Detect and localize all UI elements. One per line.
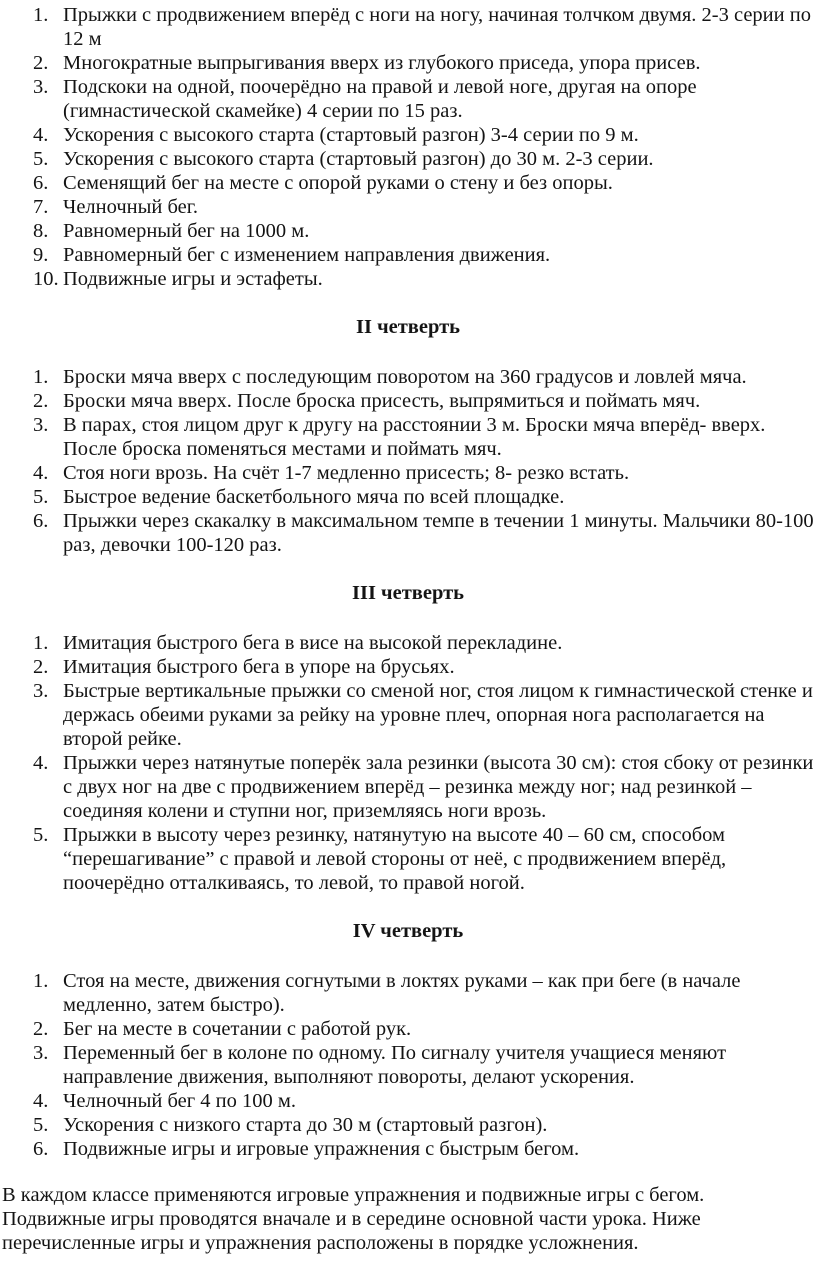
list-item — [0, 51, 816, 75]
item-number: 2. — [33, 390, 49, 412]
item-number: 6. — [33, 1138, 49, 1160]
list-item — [0, 147, 816, 171]
item-text: Ускорения с высокого старта (стартовый разгон) до 30 м. 2-3 серии. — [63, 148, 654, 170]
section-i — [0, 3, 816, 291]
list-item — [0, 751, 816, 823]
item-number: 3. — [33, 680, 49, 702]
item-text: Ускорения с низкого старта до 30 м (стартовый разгон). — [63, 1114, 548, 1136]
section-iii — [0, 581, 816, 895]
item-text: Равномерный бег с изменением направления движения. — [63, 244, 551, 266]
section-heading-iv: IV четверть — [352, 920, 464, 942]
item-text: Броски мяча вверх. После броска присесть, выпрямиться и поймать мяч. — [63, 390, 701, 412]
item-text: Стоя на месте, движения согнутыми в локтях руками – как при беге (в начале медленно, затем быстро). — [63, 970, 741, 1016]
list-item — [0, 823, 816, 895]
section-iv — [0, 919, 816, 1161]
list-item — [0, 267, 816, 291]
item-number: 3. — [33, 76, 49, 98]
list-item — [0, 219, 816, 243]
list-item — [0, 123, 816, 147]
item-number: 6. — [33, 172, 49, 194]
item-number: 4. — [33, 124, 49, 146]
section-ii-list — [0, 365, 816, 557]
item-text: Челночный бег 4 по 100 м. — [63, 1090, 296, 1112]
list-item — [0, 413, 816, 461]
item-text: Броски мяча вверх с последующим поворотом на 360 градусов и ловлей мяча. — [63, 366, 747, 388]
list-item — [0, 679, 816, 751]
item-text: Переменный бег в колоне по одному. По сигналу учителя учащиеся меняют направление движения, выполняют повороты, делают ускорения. — [63, 1042, 727, 1088]
item-number: 4. — [33, 462, 49, 484]
item-text: Подвижные игры и игровые упражнения с быстрым бегом. — [63, 1138, 580, 1160]
list-item — [0, 75, 816, 123]
list-item — [0, 1017, 816, 1041]
list-item — [0, 509, 816, 557]
section-ii — [0, 315, 816, 557]
list-item — [0, 389, 816, 413]
list-item — [0, 631, 816, 655]
item-text: Имитация быстрого бега в упоре на брусьях. — [63, 656, 455, 678]
item-text: Быстрые вертикальные прыжки со сменой ног, стоя лицом к гимнастической стенке и держась обеими руками за рейку на уровне плеч, опорная нога располагается на второй рейке. — [63, 680, 813, 750]
list-item — [0, 1137, 816, 1161]
list-item — [0, 243, 816, 267]
item-text: Ускорения с высокого старта (стартовый разгон) 3-4 серии по 9 м. — [63, 124, 639, 146]
item-text: Подскоки на одной, поочерёдно на правой и левой ноге, другая на опоре (гимнастической скамейке) 4 серии по 15 раз. — [63, 76, 697, 122]
item-number: 9. — [33, 244, 49, 266]
item-text: Прыжки через скакалку в максимальном темпе в течении 1 минуты. Мальчики 80-100 раз, девочки 100-120 раз. — [63, 510, 814, 556]
item-number: 4. — [33, 1090, 49, 1112]
section-heading-iii: III четверть — [352, 582, 464, 604]
list-item — [0, 485, 816, 509]
list-item — [0, 195, 816, 219]
item-text: Равномерный бег на 1000 м. — [63, 220, 310, 242]
section-iii-list — [0, 631, 816, 895]
item-text: Прыжки в высоту через резинку, натянутую на высоте 40 – 60 см, способом “перешагивание” с правой и левой стороны от неё, с продвижением вперёд, поочерёдно отталкиваясь, то левой, то правой ногой. — [63, 824, 727, 894]
item-number: 1. — [33, 970, 49, 992]
list-item — [0, 461, 816, 485]
list-item — [0, 655, 816, 679]
item-text: Семенящий бег на месте с опорой руками о стену и без опоры. — [63, 172, 613, 194]
list-item — [0, 365, 816, 389]
item-number: 5. — [33, 486, 49, 508]
list-item — [0, 1089, 816, 1113]
list-item — [0, 3, 816, 51]
list-item — [0, 969, 816, 1017]
item-number: 2. — [33, 1018, 49, 1040]
item-number: 8. — [33, 220, 49, 242]
item-text: Стоя ноги врозь. На счёт 1-7 медленно присесть; 8- резко встать. — [63, 462, 630, 484]
item-text: Прыжки через натянутые поперёк зала резинки (высота 30 см): стоя сбоку от резинки с двух ног на две с продвижением вперёд – резинка между ног; над резинкой – соединяя колени и ступни ног, приземляясь ноги врозь. — [63, 752, 814, 822]
item-number: 5. — [33, 148, 49, 170]
list-item — [0, 1041, 816, 1089]
item-text: Имитация быстрого бега в висе на высокой перекладине. — [63, 632, 563, 654]
closing-paragraph: В каждом классе применяются игровые упражнения и подвижные игры с бегом. Подвижные игры проводятся вначале и в середине основной части урока. Ниже перечисленные игры и упражнения расположены в порядке усложнения. — [2, 1184, 705, 1254]
section-i-list — [0, 3, 816, 291]
list-item — [0, 1113, 816, 1137]
section-heading-ii: II четверть — [355, 316, 461, 338]
item-number: 6. — [33, 510, 49, 532]
item-number: 10. — [33, 268, 59, 290]
item-number: 1. — [33, 632, 49, 654]
item-text: Бег на месте в сочетании с работой рук. — [63, 1018, 412, 1040]
item-number: 5. — [33, 824, 49, 846]
item-number: 1. — [33, 366, 49, 388]
item-number: 1. — [33, 4, 49, 26]
item-number: 4. — [33, 752, 49, 774]
item-number: 3. — [33, 1042, 49, 1064]
item-number: 7. — [33, 196, 49, 218]
item-text: Быстрое ведение баскетбольного мяча по всей площадке. — [63, 486, 565, 508]
section-iv-list — [0, 969, 816, 1161]
item-text: Многократные выпрыгивания вверх из глубокого приседа, упора присев. — [63, 52, 701, 74]
list-item — [0, 171, 816, 195]
item-text: Прыжки с продвижением вперёд с ноги на ногу, начиная толчком двумя. 2-3 серии по 12 м — [63, 4, 811, 50]
item-text: Подвижные игры и эстафеты. — [63, 268, 323, 290]
item-number: 2. — [33, 52, 49, 74]
item-number: 5. — [33, 1114, 49, 1136]
item-number: 2. — [33, 656, 49, 678]
item-text: В парах, стоя лицом друг к другу на расстоянии 3 м. Броски мяча вперёд- вверх. После броска поменяться местами и поймать мяч. — [63, 414, 766, 460]
item-text: Челночный бег. — [63, 196, 198, 218]
item-number: 3. — [33, 414, 49, 436]
